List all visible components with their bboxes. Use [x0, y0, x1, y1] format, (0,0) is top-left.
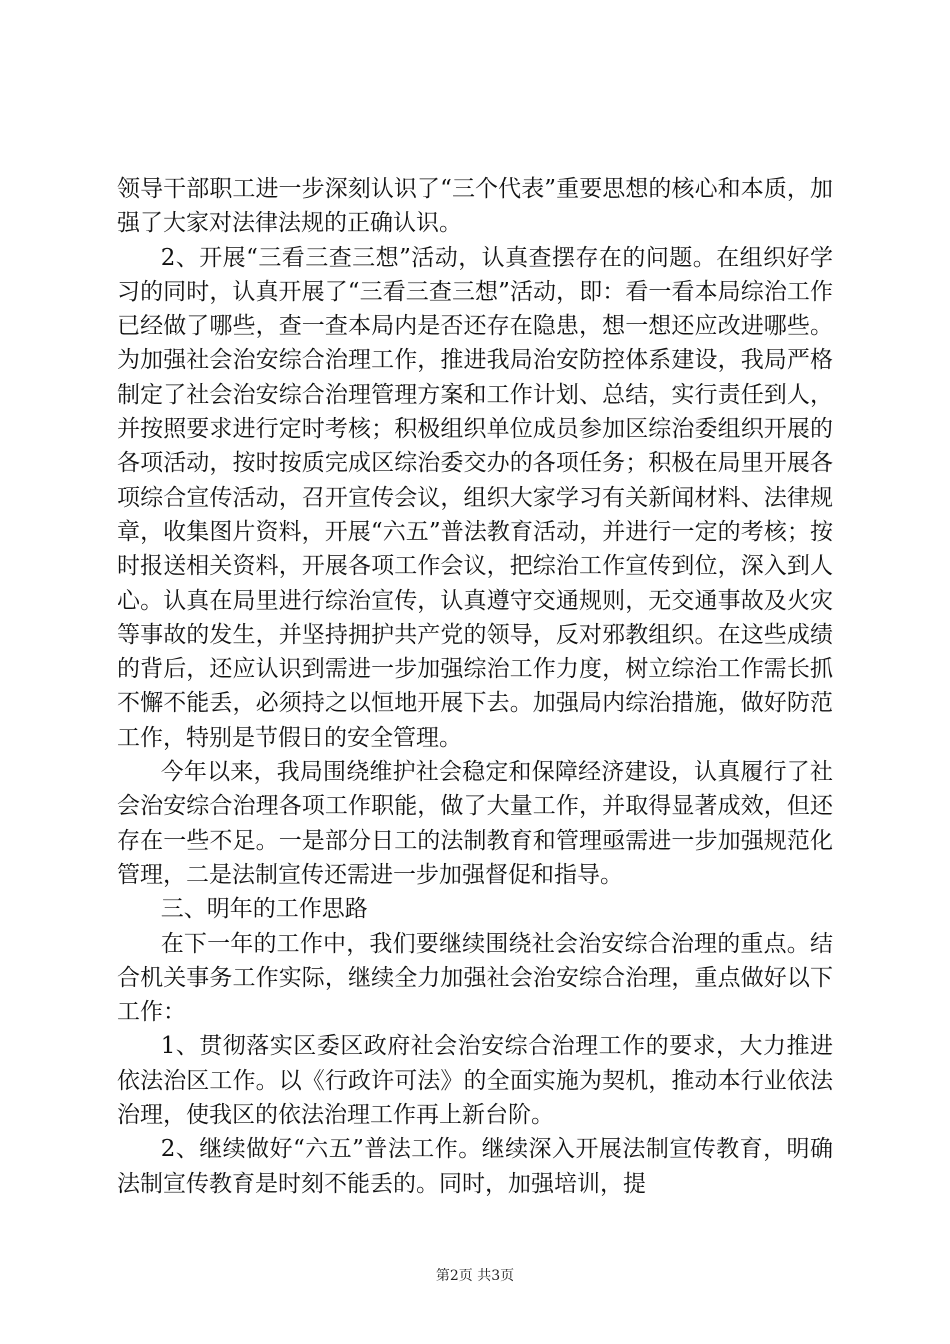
section-heading-next-year: 三、明年的工作思路: [160, 896, 368, 923]
document-body: [117, 172, 833, 1201]
page-number-footer: 第2页 共3页: [435, 1268, 515, 1284]
paragraph-continuation: 领导干部职工进一步深刻认识了“三个代表”重要思想的核心和本质，加强了大家对法律法规的正确认识。: [117, 176, 833, 237]
paragraph-plan-item-1: 1、贯彻落实区委区政府社会治安综合治理工作的要求，大力推进依法治区工作。以《行政许可法》的全面实施为契机，推动本行业依法治理，使我区的依法治理工作再上新台阶。: [117, 1033, 833, 1129]
paragraph-next-year-intro: 在下一年的工作中，我们要继续围绕社会治安综合治理的重点。结合机关事务工作实际，继续全力加强社会治安综合治理，重点做好以下工作：: [117, 930, 833, 1026]
paragraph-shortcomings: 今年以来，我局围绕维护社会稳定和保障经济建设，认真履行了社会治安综合治理各项工作职能，做了大量工作，并取得显著成效，但还存在一些不足。一是部分日工的法制教育和管理亟需进一步加强规范化管理，二是法制宣传还需进一步加强督促和指导。: [117, 759, 833, 888]
paragraph-item-2-three-checks: 2、开展“三看三查三想”活动，认真查摆存在的问题。在组织好学习的同时，认真开展了“三看三查三想”活动，即：看一看本局综治工作已经做了哪些，查一查本局内是否还存在隐患，想一想还应改进哪些。为加强社会治安综合治理工作，推进我局治安防控体系建设，我局严格制定了社会治安综合治理管理方案和工作计划、总结，实行责任到人，并按照要求进行定时考核；积极组织单位成员参加区综治委组织开展的各项活动，按时按质完成区综治委交办的各项任务；积极在局里开展各项综合宣传活动，召开宣传会议，组织大家学习有关新闻材料、法律规章，收集图片资料，开展“六五”普法教育活动，并进行一定的考核；按时报送相关资料，开展各项工作会议，把综治工作宣传到位，深入到人心。认真在局里进行综治宣传，认真遵守交通规则，无交通事故及火灾等事故的发生，并坚持拥护共产党的领导，反对邪教组织。在这些成绩的背后，还应认识到需进一步加强综治工作力度，树立综治工作需长抓不懈不能丢，必须持之以恒地开展下去。加强局内综治措施，做好防范工作，特别是节假日的安全管理。: [117, 244, 833, 751]
paragraph-plan-item-2: 2、继续做好“六五”普法工作。继续深入开展法制宣传教育，明确法制宣传教育是时刻不能丢的。同时，加强培训，提: [117, 1136, 833, 1197]
